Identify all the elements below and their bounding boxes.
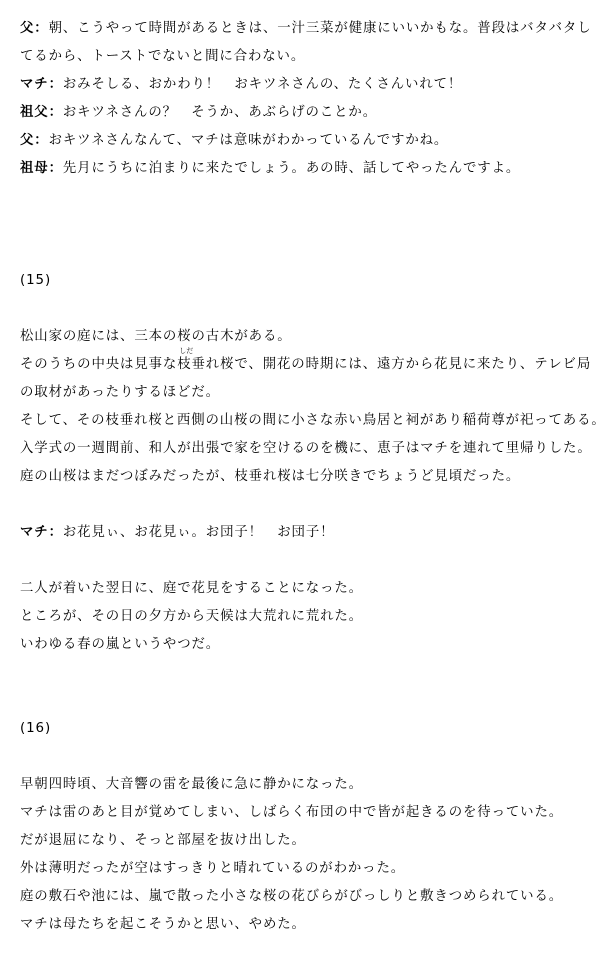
dialogue-text: おみそしる、おかわり！ おキツネさんの、たくさんいれて！ [62, 77, 463, 92]
paragraph-line [20, 347, 603, 375]
ruby-word [177, 347, 206, 375]
paragraph-line: 庭の敷石や池には、嵐で散った小さな桜の花びらがびっしりと敷きつめられている。 [20, 889, 564, 904]
dialogue-text: 朝、こうやって時間があるときは、一汁三菜が健康にいいかもな。普段はバタバタし [48, 21, 592, 36]
dialogue-line [20, 75, 603, 95]
paragraph-line: だが退屈になり、そっと部屋を抜け出した。 [20, 833, 306, 848]
paragraph-line: の取材があったりするほどだ。 [20, 385, 220, 400]
dialogue-line [20, 47, 603, 67]
dialogue-line [20, 131, 603, 151]
ruby-base: 枝垂 [177, 357, 206, 372]
dialogue-line [20, 523, 603, 543]
dialogue-text: お花見ぃ、お花見ぃ。お団子！ お団子！ [62, 525, 335, 540]
paragraph-line: 早朝四時頃、大音響の雷を最後に急に静かになった。 [20, 777, 363, 792]
ruby-annotation: しだ [179, 347, 194, 355]
dialogue-line [20, 159, 603, 179]
paragraph-line: 入学式の一週間前、和人が出張で家を空けるのを機に、恵子はマチを連れて里帰りした。 [20, 441, 592, 456]
paragraph-line: いわゆる春の嵐というやつだ。 [20, 637, 221, 652]
paragraph-line: 二人が着いた翌日に、庭で花見をすることになった。 [20, 581, 363, 596]
speaker-label: マチ： [20, 77, 63, 92]
dialogue-text: 先月にうちに泊まりに来たでしょう。あの時、話してやったんですよ。 [62, 161, 521, 176]
paragraph-line: マチは母たちを起こそうかと思い、やめた。 [20, 917, 306, 932]
dialogue-line [20, 19, 603, 39]
text-segment: そのうちの中央は見事な [20, 357, 178, 372]
speaker-label: 祖父： [20, 105, 63, 120]
paragraph-line: ところが、その日の夕方から天候は大荒れに荒れた。 [20, 609, 363, 624]
paragraph-line: 松山家の庭には、三本の桜の古木がある。 [20, 329, 292, 344]
dialogue-line [20, 103, 603, 123]
paragraph-line: 庭の山桜はまだつぼみだったが、枝垂れ桜は七分咲きでちょうど見頃だった。 [20, 469, 521, 484]
dialogue-text: おキツネさんなんて、マチは意味がわかっているんですかね。 [48, 133, 449, 148]
speaker-label: マチ： [20, 525, 63, 540]
section-number: (15) [20, 273, 52, 288]
speaker-label: 祖母： [20, 161, 63, 176]
paragraph-line: マチは雷のあと目が覚めてしまい、しばらく布団の中で皆が起きるのを待っていた。 [20, 805, 564, 820]
text-segment: れ桜で、開花の時期には、遠方から花見に来たり、テレビ局 [205, 357, 592, 372]
dialogue-text: おキツネさんの？ そうか、あぶらげのことか。 [62, 105, 377, 120]
dialogue-text: てるから、トーストでないと間に合わない。 [20, 49, 306, 64]
speaker-label: 父： [20, 133, 49, 148]
paragraph-line: そして、その枝垂れ桜と西側の山桜の間に小さな赤い鳥居と祠があり稲荷尊が祀ってある。 [20, 413, 606, 428]
paragraph-line: 外は薄明だったが空はすっきりと晴れているのがわかった。 [20, 861, 406, 876]
section-number: (16) [20, 721, 52, 736]
speaker-label: 父： [20, 21, 49, 36]
